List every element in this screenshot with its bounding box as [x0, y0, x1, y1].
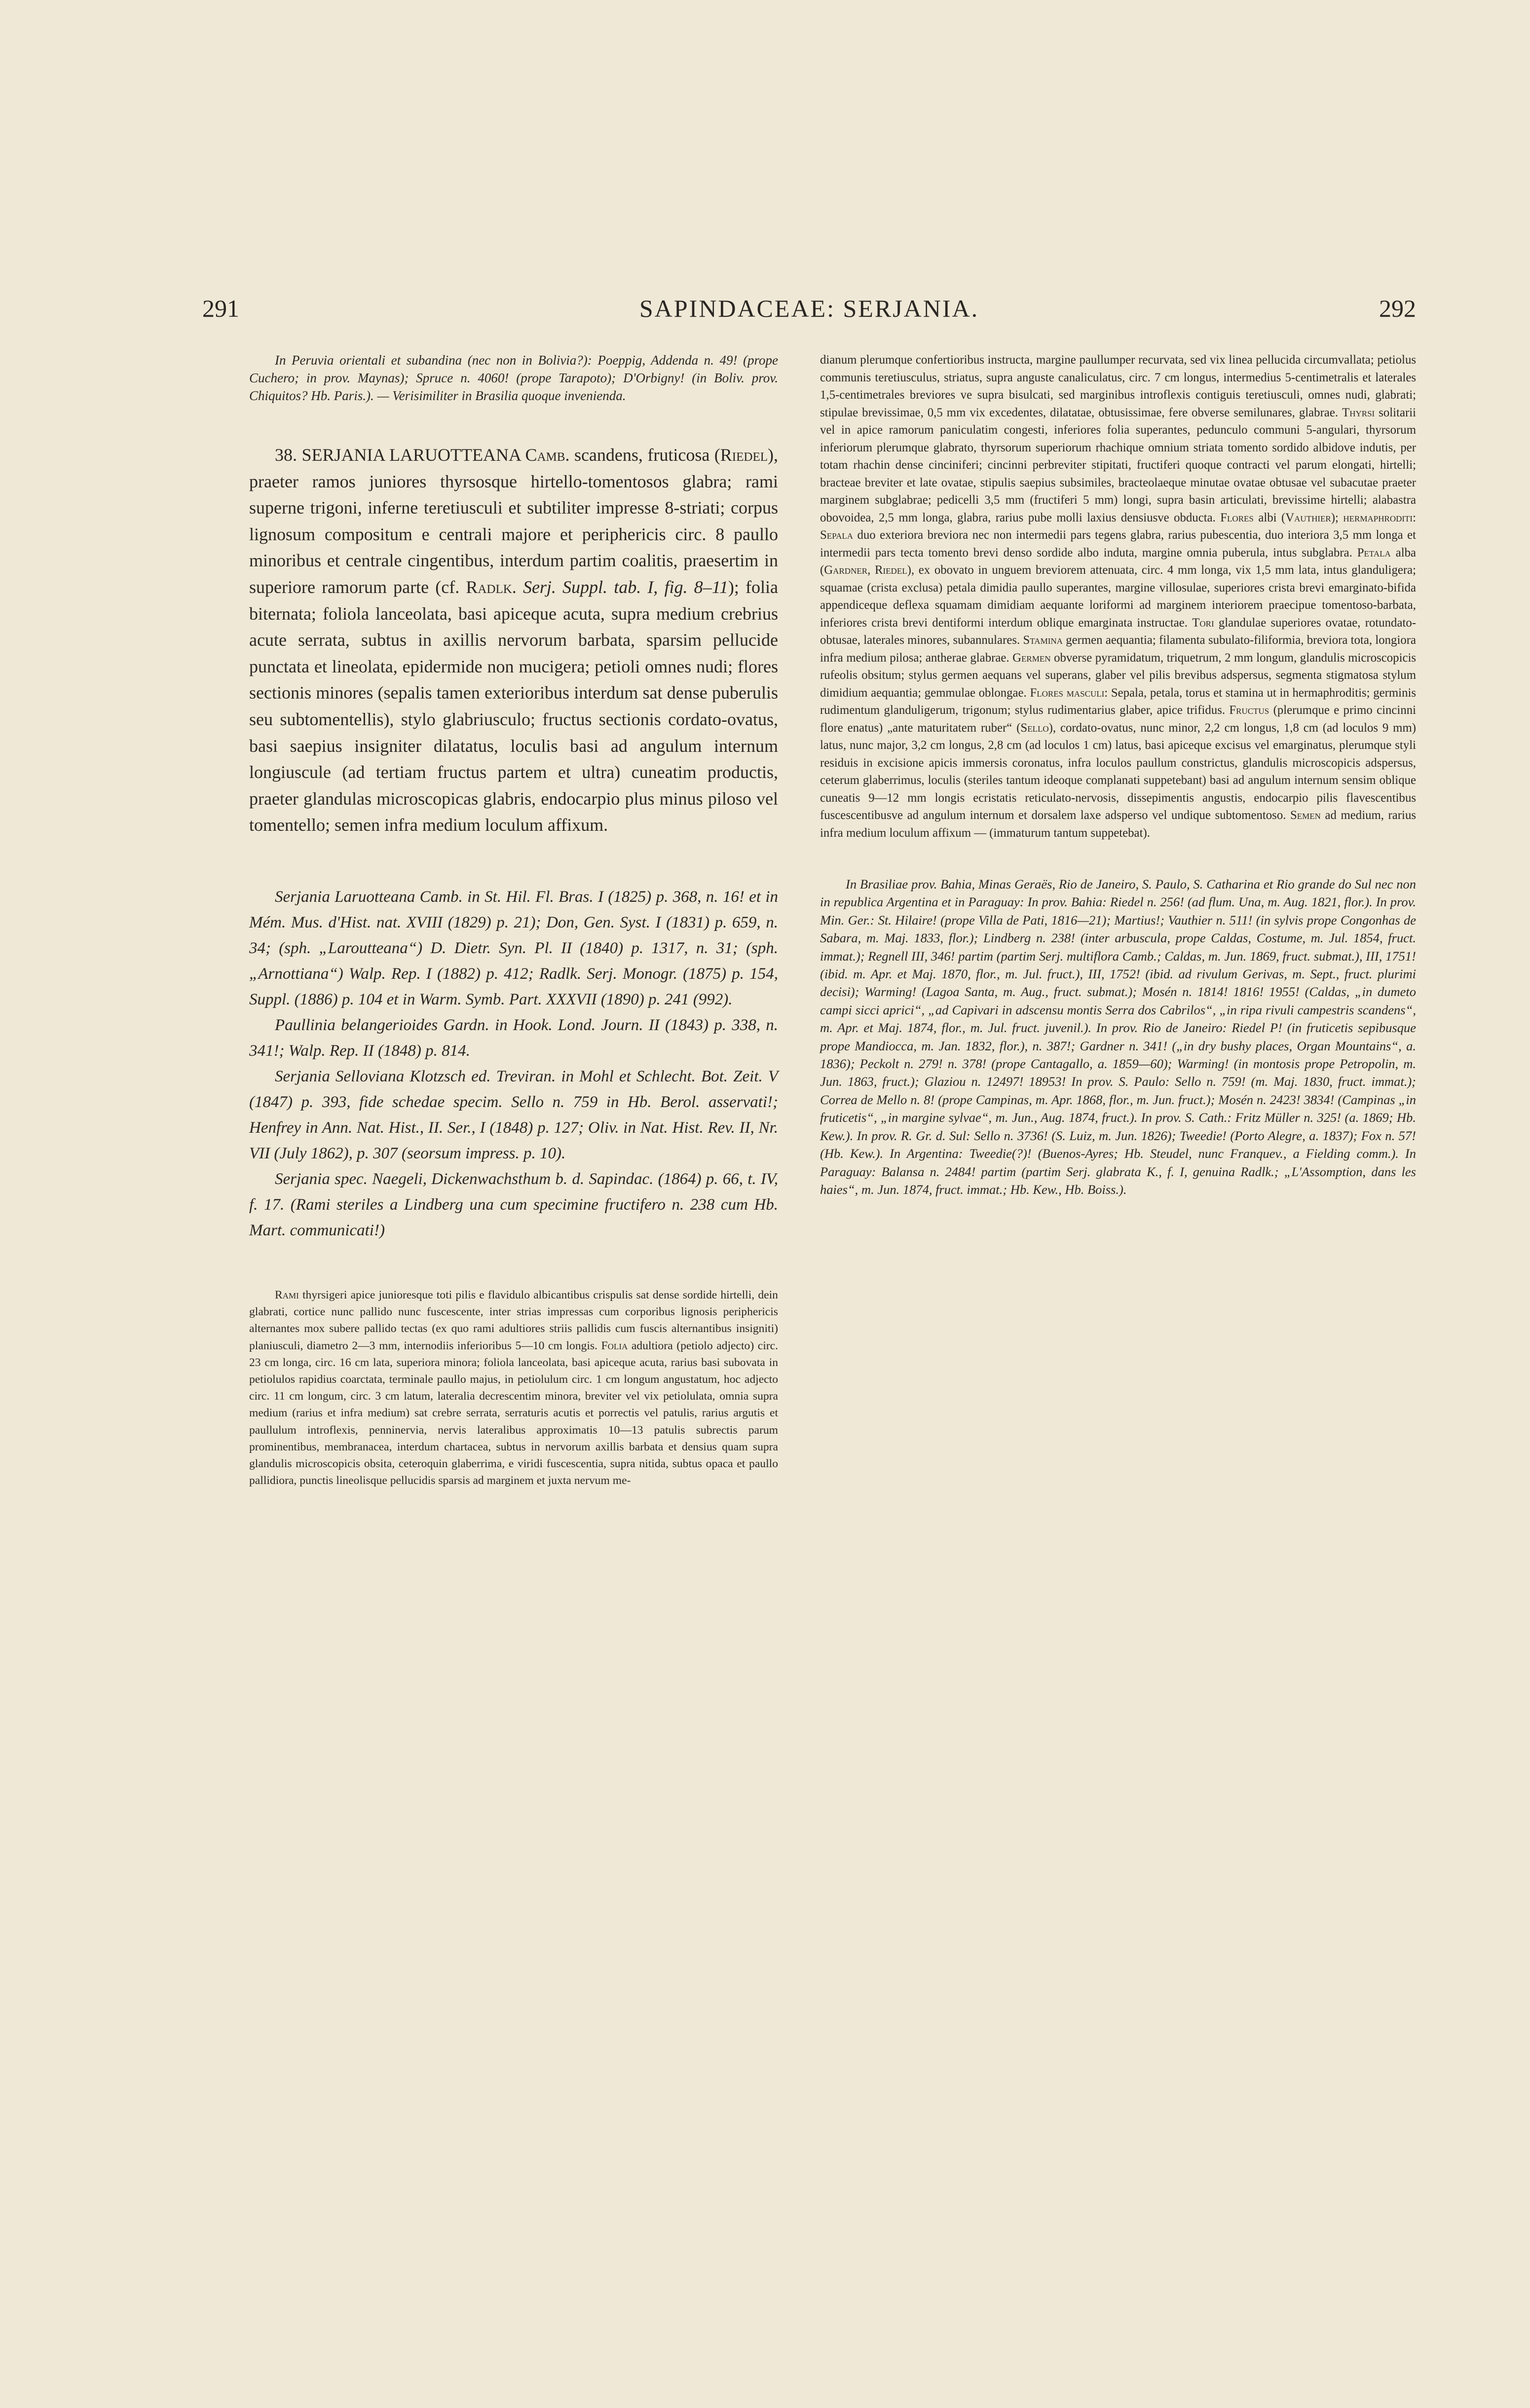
text-run: : Sepala, petala, torus et stamina ut in hermaphroditis; germinis rudimentum glanduligerum, trigonum; stylus rudimentarius glaber, apice trifidus.	[820, 686, 1417, 717]
synonym-entry: Serjania spec. Naegeli, Dickenwachsthum b. d. Sapindac. (1864) p. 66, t. IV, f. 17. (Rami steriles a Lindberg una cum specimine fructifero n. 238 cum Hb. Mart. communicati!)	[249, 1170, 778, 1239]
species-description	[249, 442, 778, 839]
collector-vauthier: Vauthier	[1285, 511, 1331, 524]
collector-gardner: Gardner	[824, 563, 868, 577]
right-column	[820, 351, 1416, 1198]
morphology-paragraph	[249, 1287, 778, 1489]
collector-riedel: Riedel	[874, 563, 907, 577]
collector-riedel: Riedel	[720, 445, 768, 465]
text-run: ,	[867, 563, 875, 577]
page-header	[202, 294, 1416, 333]
text-run: :	[1413, 511, 1416, 524]
label-folia: Folia	[601, 1339, 628, 1352]
running-title: SAPINDACEAE: SERJANIA.	[639, 295, 979, 322]
label-rami: Rami	[275, 1288, 299, 1301]
label-petala: Petala	[1357, 546, 1391, 559]
text-run: );	[1331, 511, 1343, 524]
radlk-reference: Serj. Suppl. tab. I, fig. 8–11	[522, 577, 728, 597]
text-run: dianum plerumque confertioribus instructa, margine paullumper recurvata, sed vix linea pellucida circumvallata; petiolus communis teretiusculus, striatus, supra anguste canaliculatus, circ. 7 cm longus, intermedius 5-centimetralis et laterales 1,5-centimetrales breviores ve supra bisulcati, sed marginibus introflexis contiguis teretiusculi, omnes nudi, glabrati; stipulae brevissimae, 0,5 mm vix excedentes, dilatatae, obtusissimae, fere obverse semilunares, glabrae.	[820, 353, 1416, 419]
label-semen: Semen	[1290, 809, 1321, 822]
label-thyrsi: Thyrsi	[1342, 406, 1375, 419]
text-run: ad medium, rarius infra medium loculum affixum — (immaturum tantum suppetebat).	[820, 809, 1416, 840]
text-run: (plerumque e primo cincinni flore enatus) „ante maturitatem ruber“ (	[820, 704, 1416, 735]
text-run: ), ex obovato in unguem breviorem attenuata, circ. 4 mm longa, vix 1,5 mm lata, intus glanduligera; squamae (crista exclusa) petala dimidia paullo superantes, margine villosulae, superiores crista brevi emarginato-bifida appendiceque deflexa squamam dimidiam aequante loriformi ad marginem interiorem praecipue tomentoso-barbata, inferiores crista brevi dentiformi interdum oblique emarginata instructae.	[820, 563, 1416, 630]
text-run: albi (	[1253, 511, 1286, 524]
species-number: 38.	[275, 445, 297, 465]
text-run: solitarii vel in apice ramorum paniculatim congesti, inferiores folia superantes, pedunculo communi 5-angulari, thyrsorum inferiorum plerumque glabrato, thyrsorum superiorum rhachique omnium striata tomento sordido albidove indutis, per totam rhachin dense cinciniferi; cincinni perbreviter stipitati, fructiferi quoque contracti vel parum elongati, hirtelli; bracteae breviter et late ovatae, stipulis saepius subsimiles, bracteolaeque minutae ovatae obtusae vel subacutae praeter marginem subglabrae; pedicelli 3,5 mm (fructiferi 5 mm) longi, supra basin articulati, brevissime hirtelli; alabastra obovoidea, 2,5 mm longa, glabra, rarius pube molli laxius densiusve obducta.	[820, 406, 1416, 524]
folia-text: adultiora (petiolo adjecto) circ. 23 cm longa, circ. 16 cm lata, superiora minora; foliola lanceolata, basi apiceque acuta, rarius basi subovata in petiolulos rapidius coarctata, terminale paullo majus, in petiolulum circ. 1 cm longum angustatum, hoc adjecto circ. 11 cm longum, circ. 3 cm latum, lateralia decrescentim minora, breviter vel vix petiolulata, omnia supra medium (rarius et infra medium) sat crebre serrata, serraturis acutis et porrectis vel patulis, rarius argutis et paullulum introflexis, penninervia, nervis lateralibus approximatis 10—13 patulis subrectis parum prominentibus, membranacea, interdum chartacea, subtus in nervorum axillis barbata et densius quam supra glandulis microscopicis obsita, ceteroquin glaberrima, e viridi fuscescentia, supra nitida, subtus opaca et paullo pallidiora, punctis lineolisque pellucidis sparsis ad marginem et juxta nervum me-	[249, 1339, 778, 1487]
left-column	[249, 351, 778, 1489]
label-tori: Tori	[1192, 616, 1214, 630]
synonym-entry: Serjania Selloviana Klotzsch ed. Treviran. in Mohl et Schlecht. Bot. Zeit. V (1847) p. 393, fide schedae specim. Sello n. 759 in Hb. Berol. asservati!; Henfrey in Ann. Nat. Hist., II. Ser., I (1848) p. 127; Oliv. in Nat. Hist. Rev. II, Nr. VII (July 1862), p. 307 (seorsum impress. p. 10).	[249, 1067, 778, 1162]
desc-part-1: scandens, fruticosa (	[574, 445, 720, 465]
page-number-right: 292	[1379, 295, 1416, 322]
text-run: obverse pyramidatum, triquetrum, 2 mm longum, glandulis microscopicis rufeolis obsitum; stylus germen aequans vel superans, glaber vel pilis brevibus adspersus, segmenta stigmatosa stylum dimidium aequantia; gemmulae oblongae.	[820, 651, 1416, 700]
species-author: Camb.	[525, 445, 570, 465]
desc-part-3: ); folia biternata; foliola lanceolata, basi apiceque acuta, supra medium crebrius acute serrata, subtus in axillis nervorum barbata, sparsim pellucide punctata et lineolata, epidermide non mucigera; petioli omnes nudi; flores sectionis minores (sepalis tamen exterioribus interdum sat dense puberulis seu subtomentellis), stylo glabriusculo; fructus sectionis cordato-ovatus, basi saepius insigniter dilatatus, loculis basi ad angulum internum longiuscule (ad tertiam fructus partem et ultra) cuneatim productis, praeter glandulas microscopicas glabris, endocarpio plus minus piloso vel tomentello; semen infra medium loculum affixum.	[249, 577, 778, 835]
label-flores: Flores	[1220, 511, 1254, 524]
collector-sello: Sello	[1020, 721, 1049, 735]
synonym-entry: Serjania Laruotteana Camb. in St. Hil. Fl. Bras. I (1825) p. 368, n. 16! et in Mém. Mus. d'Hist. nat. XVIII (1829) p. 21); Don, Gen. Syst. I (1831) p. 659, n. 34; (sph. „Laroutteana“) D. Dietr. Syn. Pl. II (1840) p. 1317, n. 31; (sph. „Arnottiana“) Walp. Rep. I (1882) p. 412; Radlk. Serj. Monogr. (1875) p. 154, Suppl. (1886) p. 104 et in Warm. Symb. Part. XXXVII (1890) p. 241 (992).	[249, 888, 778, 1008]
text-run: glandulae superiores ovatae, rotundato-obtusae, laterales minores, subannulares.	[820, 616, 1416, 647]
desc-part-2: ), praeter ramos juniores thyrsosque hirtello-tomentosos glabra; rami superne trigoni, inferne teretiusculi et subtiliter impresse 8-striati; corpus lignosum compositum e centrali majore et periphericis circ. 8 paullo minoribus et centrale cingentibus, interdum partim coalitis, praesertim in superiore ramorum parte (cf.	[249, 445, 779, 597]
label-flores-masculi: Flores masculi	[1030, 686, 1105, 700]
distribution-paragraph: In Brasiliae prov. Bahia, Minas Geraës, Rio de Janeiro, S. Paulo, S. Catharina et Rio grande do Sul nec non in republica Argentina et in Paraguay: In prov. Bahia: Riedel n. 256! (ad flum. Una, m. Aug. 1821, flor.). In prov. Min. Ger.: St. Hilaire! (prope Villa de Pati, 1816—21); Martius!; Vauthier n. 511! (in sylvis prope Congonhas de Sabara, m. Maj. 1833, flor.); Lindberg n. 238! (inter arbuscula, prope Caldas, Costume, m. Jul. 1854, fruct. immat.); Regnell III, 346! partim (partim Serj. multiflora Camb.; Caldas, m. Jun. 1869, fruct. submat.), III, 1751! (ibid. m. Apr. et Maj. 1870, flor., m. Jul. fruct.), III, 1752! (ibid. ad rivulum Gerivas, m. Sept., fruct. plurimi decisi); Warming! (Lagoa Santa, m. Aug., fruct. submat.); Mosén n. 1814! 1816! 1955! (Caldas, „in dumeto campi sicci aprici“, „ad Capivari in adscensu montis Serra dos Cabrilos“, „in ripa rivuli campestris scandens“, m. Apr. et Maj. 1874, flor., m. Jul. fruct. juvenil.). In prov. Rio de Janeiro: Riedel P! (in fruticetis sepibusque prope Mandiocca, m. Jan. 1832, flor.), n. 387!; Gardner n. 341! („in dry bushy places, Organ Mountains“, a. 1836); Peckolt n. 279! n. 378! (prope Cantagallo, a. 1859—60); Warming! (in montosis prope Petropolin, m. Jun. 1863, fruct.); Glaziou n. 12497! 18953! In prov. S. Paulo: Sello n. 759! (m. Maj. 1830, fruct. immat.); Correa de Mello n. 8! (prope Campinas, m. Apr. 1868, flor., m. Jun. fruct.); Mosén n. 2423! 3834! (Campinas „in fruticetis“, „in margine sylvae“, m. Jun., Aug. 1874, fruct.). In prov. S. Cath.: Fritz Müller n. 325! (a. 1869; Hb. Kew.). In prov. R. Gr. d. Sul: Sello n. 3736! (S. Luiz, m. Jun. 1826); Tweedie! (Porto Alegre, a. 1837); Fox n. 57! (Hb. Kew.). In Argentina: Tweedie(?)! (Buenos-Ayres; Hb. Steudel, nunc Franquev., a Fielding comm.). In Paraguay: Balansa n. 2484! partim (partim Serj. glabrata K., f. I, genuina Radlk.; „L'Assomption, dans les haies“, m. Jun. 1874, fruct. immat.; Hb. Kew., Hb. Boiss.).	[820, 877, 1416, 1197]
label-germen: Germen	[1012, 651, 1051, 665]
label-fructus: Fructus	[1229, 704, 1269, 717]
text-run: ), cordato-ovatus, nunc minor, 2,2 cm longus, 1,8 cm (ad loculos 9 mm) latus, nunc major, 3,2 cm longus, 2,8 cm (ad loculos 1 cm) latus, basi apiceque excisus vel emarginatus, plerumque styli residuis in excisione apicis immersis coronatus, infra loculos paullum constrictus, glandulis microscopicis adspersus, ceterum glaberrimus, loculis (steriles tantum ideoque complanati suppetebant) basi ad angulum internum sensim oblique cuneatis 9—12 mm longis ecristatis reticulato-nervosis, dissepimentis angustis, endocarpio pilis flavescentibus fuscescentibusve ad angulum internum et dorsalem laxe adsperso vel undique subtomentoso.	[820, 721, 1417, 822]
synonym-entry: Paullinia belangerioides Gardn. in Hook. Lond. Journ. II (1843) p. 338, n. 341!; Walp. Rep. II (1848) p. 814.	[249, 1016, 778, 1060]
text-run: germen aequantia; filamenta subulato-filiformia, breviora tota, longiora infra medium pilosa; antherae glabrae.	[820, 633, 1416, 665]
species-name: SERJANIA LARUOTTEANA	[301, 445, 521, 465]
page-number-left: 291	[202, 295, 239, 322]
text-run: duo exteriora breviora nec non intermedii pars tegens glabra, rarius pubescentia, duo interiora 3,5 mm longa et intermedii pars tecta tomento brevi denso sordide albo induta, margine omnia puberula, intus subglabra.	[820, 528, 1416, 559]
label-sepala: Sepala	[820, 528, 854, 542]
morphology-continuation	[820, 351, 1416, 842]
author-radlk: Radlk.	[466, 577, 517, 597]
label-hermaphroditi: hermaphroditi	[1343, 511, 1413, 524]
intro-paragraph: In Peruvia orientali et subandina (nec non in Bolivia?): Poeppig, Addenda n. 49! (prope Cuchero; in prov. Maynas); Spruce n. 4060! (prope Tarapoto); D'Orbigny! (in Boliv. prov. Chiquitos? Hb. Paris.). — Verisimiliter in Brasilia quoque invenienda.	[249, 353, 778, 403]
text-run: alba (	[820, 546, 1416, 577]
rami-text: thyrsigeri apice junioresque toti pilis e flavidulo albicantibus crispulis sat dense sordide hirtelli, dein glabrati, cortice nunc pallido nunc fuscescente, inter strias impressas cum corporibus lignosis periphericis alternantes mox subere pallido tectas (ex quo rami adultiores striis pallidis cum fuscis alternantibus insigniti) planiusculi, diametro 2—3 mm, internodiis inferioribus 5—10 cm longis.	[249, 1288, 778, 1352]
label-stamina: Stamina	[1023, 633, 1063, 647]
